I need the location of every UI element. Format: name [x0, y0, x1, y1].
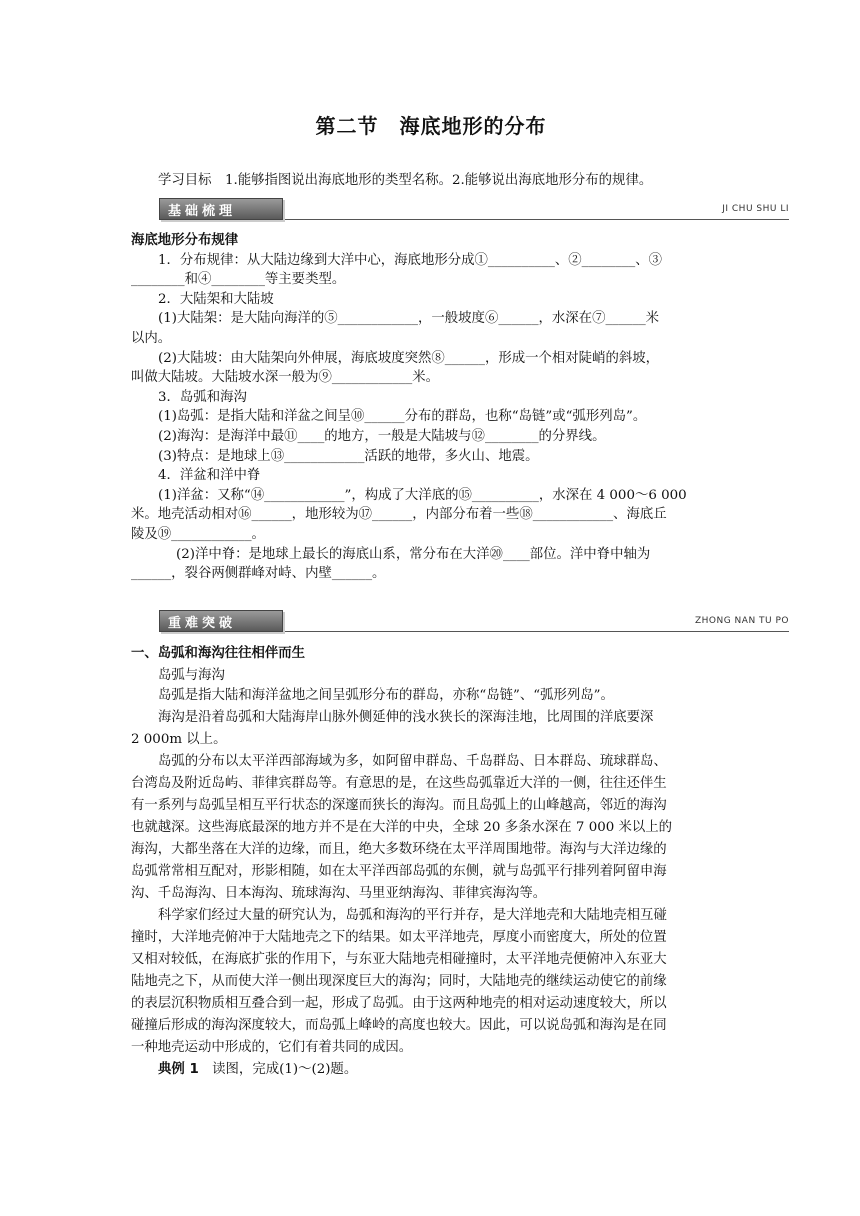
- section-label-box: [159, 610, 283, 632]
- section-header-basics: [159, 198, 789, 220]
- text-line: (1)大陆架：是大陆向海洋的⑤____________，一般坡度⑥______，水深在⑦______米: [158, 311, 660, 327]
- text-line: 台湾岛及附近岛屿、菲律宾群岛等。有意思的是，在这些岛弧靠近大洋的一侧，往往还伴生: [131, 776, 667, 791]
- section-label: 重难突破: [168, 616, 237, 631]
- text-line: ______，裂谷两侧群峰对峙、内壁______。: [131, 566, 386, 582]
- text-line: 海沟是沿着岛弧和大陆海岸山脉外侧延伸的浅水狭长的深海洼地，比周围的洋底要深: [158, 710, 654, 725]
- text-line: (2)大陆坡：由大陆架向外伸展，海底坡度突然⑧______，形成一个相对陡峭的斜坡，: [158, 350, 660, 366]
- text-line: 的表层沉积物质相互叠合到一起，形成了岛弧。由于这两种地壳的相对运动速度较大，所以: [131, 996, 667, 1011]
- text-line: 2．大陆架和大陆坡: [158, 291, 274, 307]
- section-rule: [285, 219, 789, 220]
- text-line: 海沟，大都坐落在大洋的边缘，而且，绝大多数环绕在太平洋周围地带。海沟与大洋边缘的: [131, 842, 667, 857]
- text-line: 一种地壳运动中形成的，它们有着共同的成因。: [131, 1040, 413, 1055]
- heading-island-arcs: 一、岛弧和海沟往往相伴而生: [131, 646, 306, 661]
- text-line: 米。地壳活动相对⑯______，地形较为⑰______，内部分布着一些⑱____________、海底丘: [131, 507, 667, 523]
- text-line: 叫做大陆坡。大陆坡水深一般为⑨____________米。: [131, 370, 439, 386]
- text-line: 岛弧常常相互配对，形影相随，如在太平洋西部岛弧的东侧，就与岛弧平行排列着阿留申海: [131, 864, 667, 879]
- text-line: 碰撞后形成的海沟深度较大，而岛弧上峰岭的高度也较大。因此，可以说岛弧和海沟是在同: [131, 1018, 667, 1033]
- text-line: 也就越深。这些海底最深的地方并不是在大洋的中央，全球 20 多条水深在 7 000 米以上的: [131, 820, 673, 835]
- text-line: 又相对较低，在海底扩张的作用下，与东亚大陆地壳相碰撞时，太平洋地壳便俯冲入东亚大: [131, 952, 667, 967]
- text-line: (2)海沟：是海洋中最⑪____的地方，一般是大陆坡与⑫________的分界线。: [158, 429, 606, 444]
- subheading: 海底地形分布规律: [131, 233, 239, 248]
- example-text: 读图，完成(1)～(2)题。: [198, 1062, 358, 1077]
- section-header-key-points: [159, 610, 789, 632]
- page-title: 第二节 海底地形的分布: [315, 114, 547, 138]
- text-line: (2)洋中脊：是地球上最长的海底山系，常分布在大洋⑳____部位。洋中脊中轴为: [176, 546, 651, 562]
- text-line: 岛弧是指大陆和海洋盆地之间呈弧形分布的群岛，亦称“岛链”、“弧形列岛”。: [158, 688, 614, 703]
- text-line: 科学家们经过大量的研究认为，岛弧和海沟的平行并存，是大洋地壳和大陆地壳相互碰: [158, 908, 667, 923]
- text-line: 撞时，大洋地壳俯冲于大陆地壳之下的结果。如太平洋地壳，厚度小而密度大，所处的位置: [131, 930, 667, 945]
- text-line: 以内。: [131, 331, 172, 346]
- example-line: [131, 1059, 731, 1082]
- learning-objective: 学习目标 1.能够指图说出海底地形的类型名称。2.能够说出海底地形分布的规律。: [158, 173, 653, 188]
- text-line: 岛弧的分布以太平洋西部海域为多，如阿留申群岛、千岛群岛、日本群岛、琉球群岛、: [158, 754, 667, 769]
- section-rule: [285, 631, 789, 632]
- section-pinyin: ZHONG NAN TU PO: [694, 616, 789, 626]
- section-pinyin: JI CHU SHU LI: [722, 204, 789, 214]
- text-line: 陆地壳之下，从而使大洋一侧出现深度巨大的海沟；同时，大陆地壳的继续运动使它的前缘: [131, 974, 667, 989]
- text-line: ________和④________等主要类型。: [131, 272, 346, 288]
- text-line: (1)洋盆：又称“⑭____________”，构成了大洋底的⑮__________，水深在 4 000～6 000: [158, 487, 687, 503]
- text-line: (1)岛弧：是指大陆和洋盆之间呈⑩______分布的群岛，也称“岛链”或“弧形列岛”。: [158, 409, 647, 425]
- text-line: 4．洋盆和洋中脊: [158, 468, 261, 484]
- text-line: (3)特点：是地球上⑬____________活跃的地带，多火山、地震。: [158, 448, 539, 464]
- section-label: 基础梳理: [168, 204, 237, 219]
- section-label-box: [159, 198, 283, 220]
- example-label: 典例 1: [158, 1062, 199, 1077]
- text-line: 2 000m 以上。: [131, 732, 227, 747]
- text-line: 3．岛弧和海沟: [158, 389, 247, 405]
- text-line: 有一系列与岛弧呈相互平行状态的深邃而狭长的海沟。而且岛弧上的山峰越高，邻近的海沟: [131, 798, 667, 813]
- text-line: 陵及⑲____________。: [131, 527, 265, 542]
- text-line: 沟、千岛海沟、日本海沟、琉球海沟、马里亚纳海沟、菲律宾海沟等。: [131, 886, 547, 901]
- text-line: 1．分布规律：从大陆边缘到大洋中心，海底地形分成①__________、②________、③: [158, 252, 662, 268]
- text-line: 岛弧与海沟: [158, 668, 225, 683]
